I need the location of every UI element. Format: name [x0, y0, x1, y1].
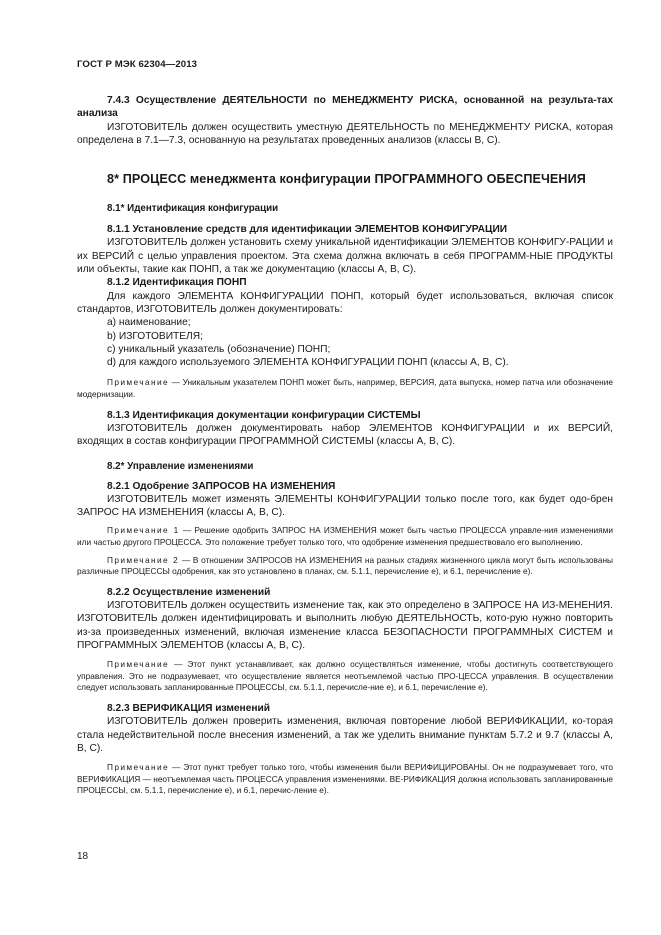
note-text: — Этот пункт устанавливает, как должно осуществляться изменение, чтобы достигнуть соответствующего управления. Это не подразумевает, что осуществление является неотъемлемой частью ПРО-ЦЕССА управления. В осуществлении следует использовать запланированные ПРОЦЕССЫ, см. 5.1.1, перечисле-ние e), и 6.1, перечисление e). [77, 659, 613, 693]
section-8-2-1-text: ИЗГОТОВИТЕЛЬ может изменять ЭЛЕМЕНТЫ КОНФИГУРАЦИИ только после того, как будет одо-брен ЗАПРОС НА ИЗМЕНЕНИЯ (классы A, B, C). [77, 493, 613, 519]
section-8-2-3-text: ИЗГОТОВИТЕЛЬ должен проверить изменения, включая повторение любой ВЕРИФИКАЦИИ, ко-торая стала недействительной после внесения изменений, а так же уделить внимание пунктам 5.7.2 и 9.7 (классы A, B, C). [77, 716, 613, 754]
note-label: Примечание [107, 377, 170, 388]
section-8-1-2-list [77, 316, 613, 369]
list-item: a) наименование; [107, 317, 191, 329]
note-label: Примечание 2 [107, 554, 180, 565]
note-text: — Уникальным указателем ПОНП может быть, например, ВЕРСИЯ, дата выпуска, номер патча или обозначение модернизации. [77, 377, 613, 400]
section-8-1-2-text: Для каждого ЭЛЕМЕНТА КОНФИГУРАЦИИ ПОНП, который будет использоваться, включая список стандартов, ИЗГОТОВИТЕЛЬ должен документировать: [77, 290, 613, 315]
section-8-2-1-title: 8.2.1 Одобрение ЗАПРОСОВ НА ИЗМЕНЕНИЯ [107, 480, 336, 492]
section-8-2-2-note [77, 659, 613, 694]
section-8-title: 8* ПРОЦЕСС менеджмента конфигурации ПРОГРАММНОГО ОБЕСПЕЧЕНИЯ [107, 172, 586, 187]
section-8-2-1-note-1 [77, 525, 613, 548]
section-8-2-2-title: 8.2.2 Осуществление изменений [107, 586, 271, 598]
section-8-1-3-title: 8.1.3 Идентификация документации конфигурации СИСТЕМЫ [107, 409, 421, 421]
section-8-1-title: 8.1* Идентификация конфигурации [107, 203, 279, 215]
section-8-1-2-title: 8.1.2 Идентификация ПОНП [107, 277, 247, 289]
section-8-2-3-title: 8.2.3 ВЕРИФИКАЦИЯ изменений [107, 703, 271, 715]
section-8-1-1-title: 8.1.1 Установление средств для идентификации ЭЛЕМЕНТОВ КОНФИГУРАЦИИ [107, 224, 508, 236]
section-8-2-title: 8.2* Управление изменениями [107, 460, 254, 472]
section-8-1-2-note [77, 377, 613, 400]
list-item: b) ИЗГОТОВИТЕЛЯ; [107, 330, 203, 342]
note-text: — Этот пункт требует только того, чтобы изменения были ВЕРИФИЦИРОВАНЫ. Он не подразумевает того, что ВЕРИФИКАЦИЯ — неотъемлемая часть ПРОЦЕССА управления изменениями. ВЕ-РИФИКАЦИЯ должна использовать запланированные ПРОЦЕССЫ, см. 5.1.1, перечисление e), и 6.1, перечис-ление e). [77, 762, 613, 796]
list-item: d) для каждого используемого ЭЛЕМЕНТА КОНФИГУРАЦИИ ПОНП (классы A, B, C). [107, 357, 509, 369]
document-header: ГОСТ Р МЭК 62304—2013 [77, 59, 198, 70]
page-number: 18 [77, 851, 89, 862]
note-text: — Решение одобрить ЗАПРОС НА ИЗМЕНЕНИЯ может быть частью ПРОЦЕССА управле-ния изменениями или частью другого ПРОЦЕССА. Это положение требует только того, что одобрение изменения предшествовало его выполнению. [77, 525, 613, 548]
note-text: — В отношении ЗАПРОСОВ НА ИЗМЕНЕНИЯ на разных стадиях жизненного цикла могут быть использованы различные ПРОЦЕССЫ одобрения, как это установлено в планах, см. 5.1.1, перечисление e), и 6.1, перечисление e). [77, 554, 613, 577]
document-body [77, 94, 613, 797]
note-label: Примечание [107, 762, 170, 773]
section-8-1-3-text: ИЗГОТОВИТЕЛЬ должен документировать набор ЭЛЕМЕНТОВ КОНФИГУРАЦИИ и их ВЕРСИЙ, входящих в состав конфигурации ПРОГРАММНОЙ СИСТЕМЫ (классы A, B, C). [77, 422, 613, 448]
list-item: c) уникальный указатель (обозначение) ПОНП; [107, 343, 331, 355]
section-8-2-2-text: ИЗГОТОВИТЕЛЬ должен осуществить изменение так, как это определено в ЗАПРОСЕ НА ИЗ-МЕНЕНИЯ. ИЗГОТОВИТЕЛЬ должен идентифицировать и выполнить любую ДЕЯТЕЛЬНОСТЬ, кото-рую нужно повторить из-за произведенных изменений, включая изменение класса БЕЗОПАСНОСТИ ПРОГРАММНЫХ СИСТЕМ и ПРОГРАММНЫХ ЭЛЕМЕНТОВ (классы A, B, C). [77, 600, 613, 651]
section-7-4-3-title: 7.4.3 Осуществление ДЕЯТЕЛЬНОСТИ по МЕНЕДЖМЕНТУ РИСКА, основанной на результа-тах анализа [77, 95, 613, 120]
section-8-2-3-note [77, 762, 613, 797]
section-8-2-1-note-2 [77, 555, 613, 578]
note-label: Примечание [107, 659, 170, 670]
note-label: Примечание 1 [107, 525, 180, 536]
section-7-4-3-text: ИЗГОТОВИТЕЛЬ должен осуществить уместную ДЕЯТЕЛЬНОСТЬ по МЕНЕДЖМЕНТУ РИСКА, которая определена в 7.1—7.3, основанную на результатах проведенных анализов (классы B, C). [77, 121, 613, 146]
section-8-1-1-text: ИЗГОТОВИТЕЛЬ должен установить схему уникальной идентификации ЭЛЕМЕНТОВ КОНФИГУ-РАЦИИ и их ВЕРСИЙ с целью управления проектом. Эта схема должна включать в себя ПРОГРАММ-НЫЕ ПРОДУКТЫ или объекты, такие как ПОНП, а так же документацию (классы A, B, C). [77, 237, 613, 276]
